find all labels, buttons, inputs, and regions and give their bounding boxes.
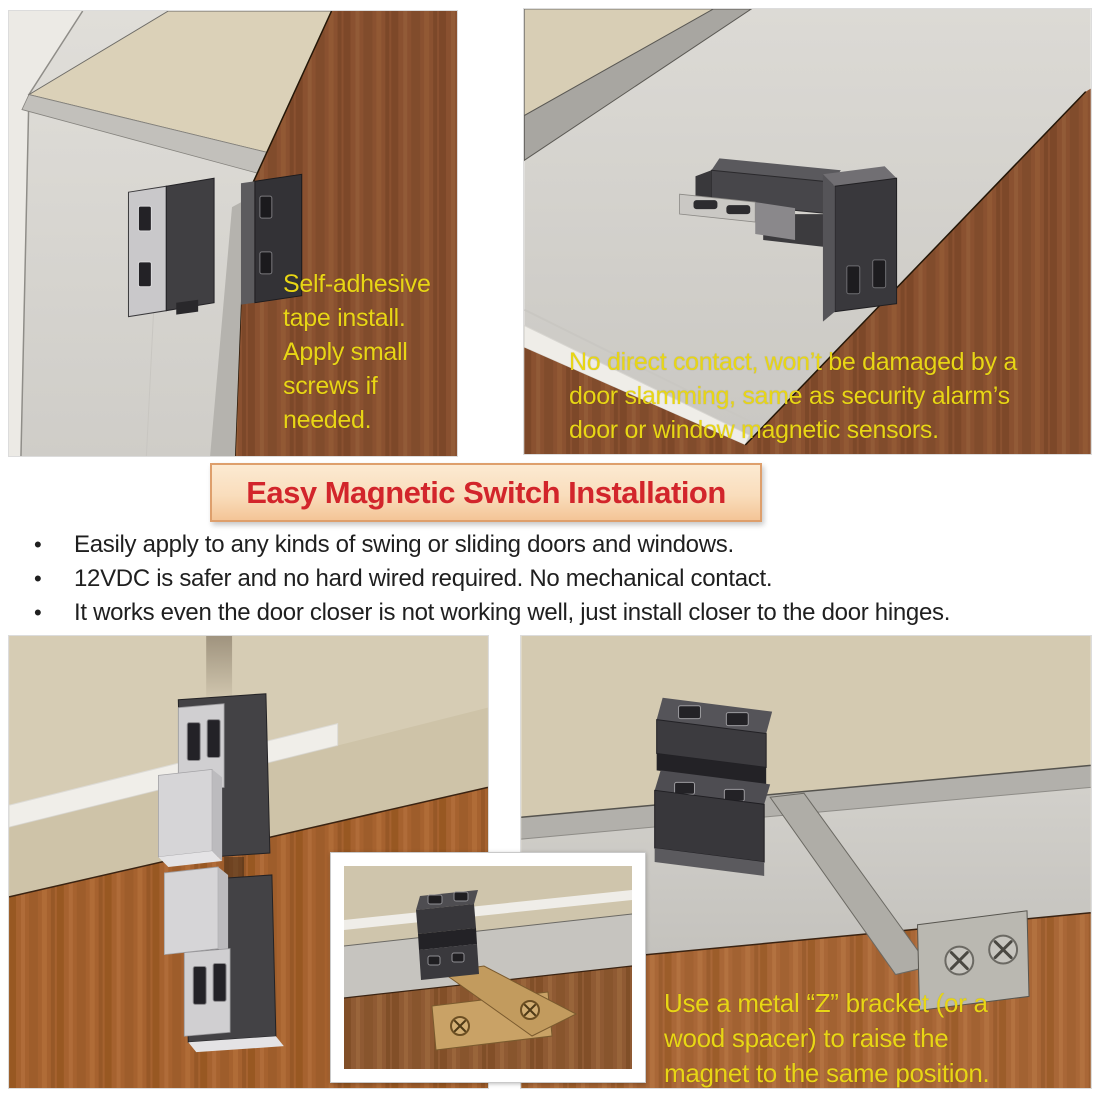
caption-line: wood spacer) to raise the	[664, 1023, 949, 1053]
caption-line: Apply small	[283, 338, 408, 366]
panel-top-right	[523, 8, 1092, 455]
caption-line: tape install.	[283, 304, 406, 332]
caption-top-right	[569, 345, 1091, 447]
screw-slot	[193, 967, 206, 1005]
caption-line: door slamming, same as security alarm’s	[569, 382, 1010, 410]
screw-slot	[187, 723, 200, 761]
screw-slot	[138, 206, 151, 231]
screw-slot	[847, 266, 860, 294]
magnet	[655, 770, 770, 876]
feature-bullet-list	[28, 529, 1086, 631]
caption-line: Self-adhesive	[283, 270, 431, 298]
screw-slot	[873, 260, 886, 288]
section-title: Easy Magnetic Switch Installation	[246, 474, 726, 510]
screw-slot	[694, 200, 718, 209]
bullet-item	[28, 597, 1086, 631]
soot-smudge	[206, 636, 232, 706]
magnet	[419, 944, 479, 980]
screw-slot	[675, 782, 695, 794]
magnetic-sensor	[416, 890, 478, 934]
screw-slot	[726, 205, 750, 214]
panel-top-left	[8, 10, 458, 457]
caption-line: needed.	[283, 406, 372, 434]
caption-line: door or window magnetic sensors.	[569, 416, 939, 444]
bullet-marker: •	[34, 532, 42, 557]
screw-slot	[452, 953, 464, 962]
screw-slot	[260, 196, 272, 218]
mounting-screw	[521, 1001, 539, 1019]
mounting-screw	[451, 1017, 469, 1035]
caption-line: screws if	[283, 372, 378, 400]
inset-photo	[330, 852, 646, 1083]
caption-top-left	[283, 267, 459, 437]
caption-bottom-right	[664, 986, 1084, 1091]
screw-slot	[428, 895, 442, 904]
screw-slot	[726, 713, 748, 726]
screw-slot	[428, 956, 440, 965]
bullet-item	[28, 563, 1086, 597]
bullet-text: Easily apply to any kinds of swing or sliding doors and windows.	[74, 531, 734, 558]
screw-slot	[213, 964, 226, 1002]
mounting-screw	[945, 947, 973, 975]
bullet-text: 12VDC is safer and no hard wired required. No mechanical contact.	[74, 565, 773, 592]
illustration-wood-spacer	[344, 866, 632, 1069]
caption-line: magnet to the same position.	[664, 1058, 990, 1088]
section-title-banner	[210, 463, 762, 522]
bullet-marker: •	[34, 600, 42, 625]
magnet	[823, 166, 897, 321]
caption-line: No direct contact, won’t be damaged by a	[569, 348, 1017, 376]
magnetic-sensor	[128, 178, 214, 316]
bullet-marker: •	[34, 566, 42, 591]
screw-slot	[260, 252, 272, 274]
screw-slot	[138, 262, 151, 287]
mounting-screw	[989, 936, 1017, 964]
caption-line: Use a metal “Z” bracket (or a	[664, 988, 988, 1018]
bullet-item	[28, 529, 1086, 563]
screw-slot	[207, 720, 220, 758]
screw-slot	[454, 892, 468, 901]
screw-slot	[679, 706, 701, 719]
bullet-text: It works even the door closer is not working well, just install closer to the door hinges.	[74, 599, 951, 626]
